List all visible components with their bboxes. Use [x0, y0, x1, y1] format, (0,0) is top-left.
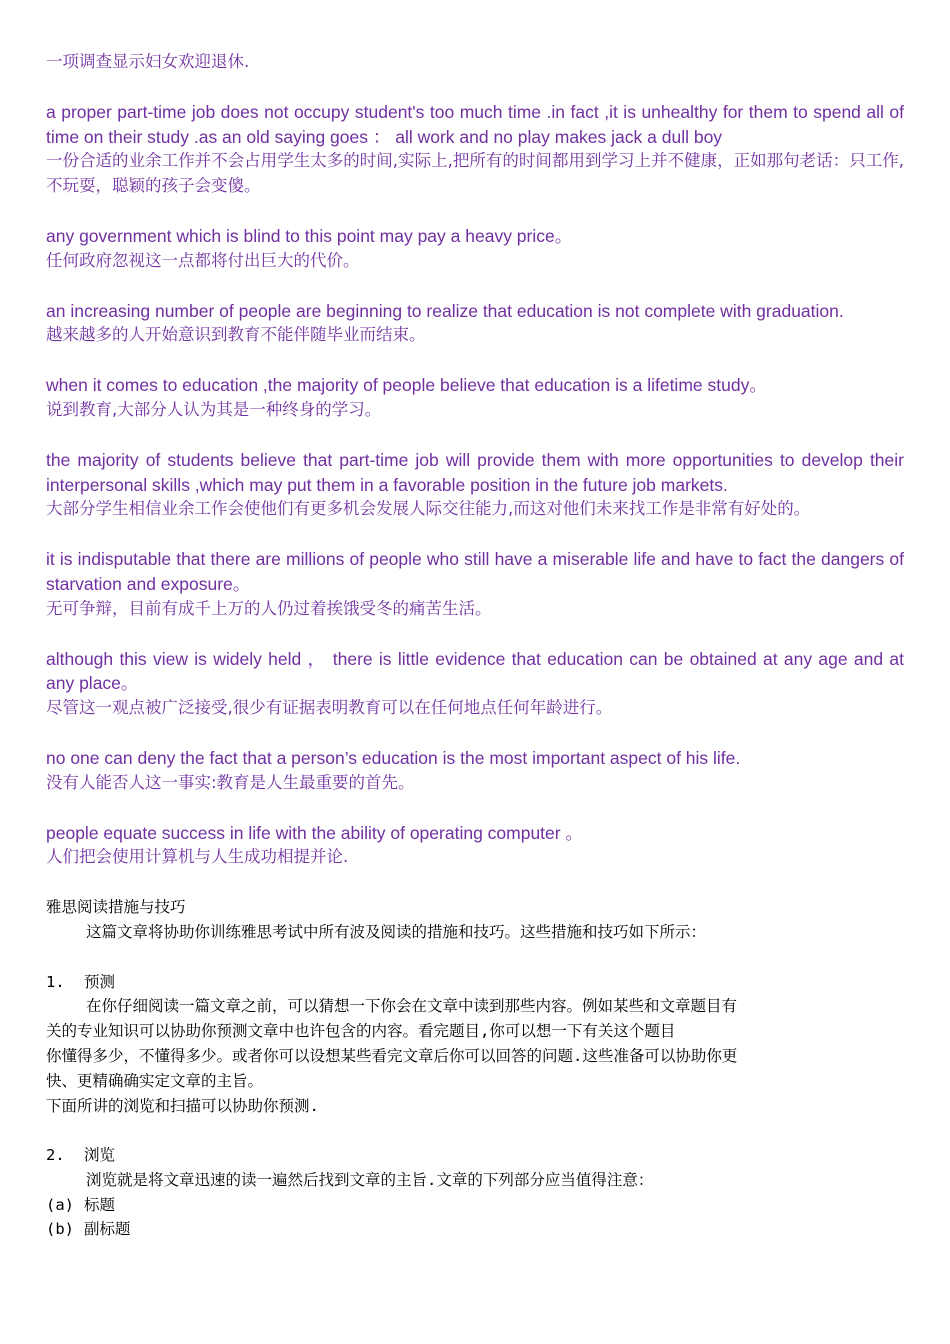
entry-4 — [46, 373, 904, 423]
prediction-line-5: 下面所讲的浏览和扫描可以协助你预测. — [46, 1096, 319, 1115]
entry-english: the majority of students believe that part-time job will provide them with more opportunities to develop their interpersonal skills ,which may put them in a favorable position in the future job markets. — [46, 449, 904, 495]
prediction-line-1: 在你仔细阅读一篇文章之前，可以猜想一下你会在文章中读到那些内容。例如某些和文章题目有 — [86, 997, 738, 1016]
heading-skimming — [46, 1143, 904, 1168]
intro-paragraph — [46, 50, 904, 75]
entry-chinese: 大部分学生相信业余工作会使他们有更多机会发展人际交往能力,而这对他们未来找工作是非常有好处的。 — [46, 499, 811, 519]
entry-english: it is indisputable that there are millions of people who still have a miserable life and have to fact the dangers of starvation and exposure。 — [46, 549, 904, 594]
list-item-b — [46, 1217, 904, 1242]
heading-number: 1. — [46, 972, 65, 991]
entry-chinese: 尽管这一观点被广泛接受,很少有证据表明教育可以在任何地点任何年龄进行。 — [46, 698, 613, 718]
section-title: 雅思阅读措施与技巧 — [46, 898, 186, 917]
entry-6 — [46, 547, 904, 621]
entry-8 — [46, 746, 904, 796]
list-label: (b) — [46, 1220, 74, 1239]
spacer — [46, 1118, 904, 1143]
heading-number: 2. — [46, 1146, 65, 1165]
entry-chinese: 没有人能否人这一事实:教育是人生最重要的首先。 — [46, 772, 415, 792]
intro-line: 一项调查显示妇女欢迎退休. — [46, 52, 250, 71]
heading-prediction — [46, 970, 904, 995]
prediction-line-2: 关的专业知识可以协助你预测文章中也许包含的内容。看完题目,你可以想一下有关这个题目 — [46, 1022, 676, 1041]
heading-text: 浏览 — [84, 1146, 116, 1165]
document-page — [46, 50, 904, 1242]
entry-3 — [46, 299, 904, 349]
entry-english: any government which is blind to this point may pay a heavy price。 — [46, 225, 573, 246]
section-intro: 这篇文章将协助你训练雅思考试中所有波及阅读的措施和技巧。这些措施和技巧如下所示： — [86, 922, 707, 941]
entry-chinese: 任何政府忽视这一点都将付出巨大的代价。 — [46, 250, 360, 270]
entry-english: a proper part-time job does not occupy student's too much time .in fact ,it is unhealthy for them to spend all of time on their study .as an old saying goes ： all work and no play makes jack a dull boy — [46, 101, 904, 147]
skimming-line-1: 浏览就是将文章迅速的读一遍然后找到文章的主旨.文章的下列部分应当值得注意： — [86, 1170, 654, 1189]
entry-5 — [46, 448, 904, 522]
entry-chinese: 无可争辩，目前有成千上万的人仍过着挨饿受冬的痛苦生活。 — [46, 598, 492, 618]
entry-english: when it comes to education ,the majority of people believe that education is a lifetime study。 — [46, 375, 767, 396]
list-text: 副标题 — [84, 1220, 131, 1239]
prediction-line-4: 快、更精确确实定文章的主旨。 — [46, 1071, 264, 1090]
spacer — [46, 945, 904, 970]
entry-9 — [46, 821, 904, 871]
prediction-line-3: 你懂得多少，不懂得多少。或者你可以设想某些看完文章后你可以回答的问题.这些准备可以协助你更 — [46, 1046, 738, 1065]
heading-text: 预测 — [84, 972, 116, 991]
entry-english: no one can deny the fact that a person’s education is the most important aspect of his life. — [46, 747, 741, 768]
list-text: 标题 — [84, 1195, 116, 1214]
ielts-reading-section — [46, 895, 904, 1242]
entry-english: people equate success in life with the ability of operating computer 。 — [46, 822, 583, 843]
entry-chinese: 越来越多的人开始意识到教育不能伴随毕业而结束。 — [46, 325, 426, 345]
list-label: (a) — [46, 1195, 74, 1214]
entry-chinese: 人们把会使用计算机与人生成功相提并论. — [46, 847, 349, 867]
entry-english: an increasing number of people are beginning to realize that education is not complete with graduation. — [46, 300, 844, 321]
entry-2 — [46, 224, 904, 274]
entry-english: although this view is widely held ， there is little evidence that education can be obtained at any age and at any place。 — [46, 648, 904, 694]
entry-chinese: 说到教育,大部分人认为其是一种终身的学习。 — [46, 399, 382, 419]
entry-chinese: 一份合适的业余工作并不会占用学生太多的时间,实际上,把所有的时间都用到学习上并不健康，正如那句老话：只工作,不玩耍，聪颖的孩子会变傻。 — [46, 151, 904, 196]
entry-1 — [46, 100, 904, 199]
entry-7 — [46, 647, 904, 721]
list-item-a — [46, 1193, 904, 1218]
